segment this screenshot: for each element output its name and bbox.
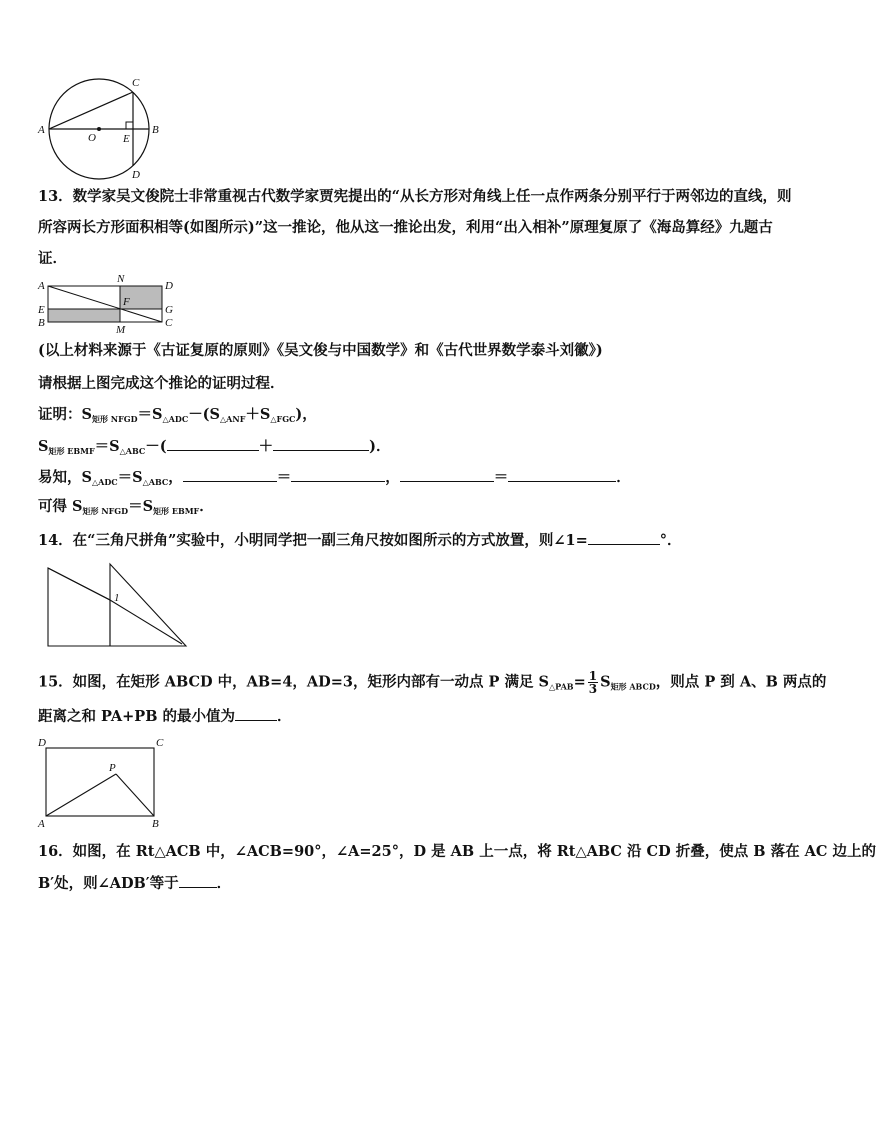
label-G: G <box>165 304 173 316</box>
label-B: B <box>152 124 159 136</box>
q14-text: 14．在“三角尺拼角”实验中，小明同学把一副三角尺按如图所示的方式放置，则∠1= °． <box>38 532 682 549</box>
label-N: N <box>117 273 125 285</box>
q16-line1: 16．如图，在 Rt△ACB 中，∠ACB=90°，∠A=25°，D 是 AB 上一点，将 Rt△ABC 沿 CD 折叠，使点 B 落在 AC 边上的 <box>38 843 876 860</box>
q15-line1: 15．如图，在矩形 ABCD 中，AB=4，AD=3，矩形内部有一动点 P 满足 $S_{\triangle PAB}=$ $\frac{1}{3}$ $S_{矩形 ABCD}$，则点 P 到 A、B 两点的 <box>38 669 827 696</box>
q13-line2: 所容两长方形面积相等(如图所示)”这一推论，他从这一推论出发，利用“出入相补”原理复原了《海岛算经》九题古 <box>38 219 773 236</box>
triangle-ruler-right <box>110 564 186 646</box>
label-B: B <box>38 317 45 329</box>
triangle-rulers-figure <box>46 560 192 652</box>
label-D: D <box>38 737 46 749</box>
label-E: E <box>123 133 130 145</box>
label-D: D <box>132 169 140 181</box>
label-O: O <box>88 132 96 144</box>
segment-pa <box>46 774 116 816</box>
q13-proof-line2: $S_{矩形 EBMF}=S_{\triangle ABC}-$( ＋ )． <box>38 438 391 456</box>
answer-blank[interactable] <box>291 467 385 482</box>
circle-figure <box>36 74 166 184</box>
answer-blank[interactable] <box>400 467 494 482</box>
answer-blank[interactable] <box>179 873 217 888</box>
q13-source: (以上材料来源于《古证复原的原则》《吴文俊与中国数学》和《古代世界数学泰斗刘徽》) <box>38 342 603 359</box>
rectangle-point-p-figure <box>36 734 176 830</box>
q13-proof-line1: 证明：$S_{矩形 NFGD}=S_{\triangle ADC}-(S_{\triangle ANF}+S_{\triangle FGC})$， <box>38 406 317 424</box>
q13-line3: 证． <box>38 250 67 267</box>
label-F: F <box>123 296 130 308</box>
label-E: E <box>38 304 45 316</box>
label-A: A <box>38 280 45 292</box>
shaded-rect-ebmf <box>48 309 120 322</box>
label-C: C <box>165 317 173 329</box>
fraction-one-third: $\frac{1}{3}$ <box>588 669 598 696</box>
q15-line2: 距离之和 PA+PB 的最小值为 ． <box>38 708 292 725</box>
right-angle-mark <box>126 122 133 129</box>
hypotenuse-left <box>48 568 110 600</box>
label-D: D <box>165 280 173 292</box>
answer-blank[interactable] <box>588 530 660 545</box>
inner-hypotenuse <box>110 600 182 644</box>
angle-1-label: 1 <box>114 592 120 604</box>
answer-blank[interactable] <box>235 706 277 721</box>
segment-ac <box>49 92 133 129</box>
rectangle-figure <box>36 273 186 336</box>
label-C: C <box>156 737 164 749</box>
segment-pb <box>116 774 154 816</box>
label-M: M <box>116 324 126 336</box>
label-A: A <box>38 818 45 830</box>
answer-blank[interactable] <box>508 467 616 482</box>
label-P: P <box>109 762 116 774</box>
center-point <box>97 127 101 131</box>
q13-proof-line3: 易知，$S_{\triangle ADC}=S_{\triangle ABC}$， ＝ ， ＝ ． <box>38 469 631 487</box>
answer-blank[interactable] <box>167 436 259 451</box>
triangle-ruler-left <box>48 568 110 646</box>
label-B: B <box>152 818 159 830</box>
q16-line2: B′处，则∠ADB′等于 ． <box>38 875 232 892</box>
q13-instruction: 请根据上图完成这个推论的证明过程． <box>38 375 285 392</box>
q13-line1: 13．数学家吴文俊院士非常重视古代数学家贾宪提出的“从长方形对角线上任一点作两条分别平行于两邻边的直线，则 <box>38 188 792 205</box>
label-C: C <box>132 77 140 89</box>
label-A: A <box>38 124 45 136</box>
q13-proof-line4: 可得 $S_{矩形 NFGD}=S_{矩形 EBMF}$． <box>38 498 214 516</box>
answer-blank[interactable] <box>273 436 369 451</box>
answer-blank[interactable] <box>183 467 277 482</box>
